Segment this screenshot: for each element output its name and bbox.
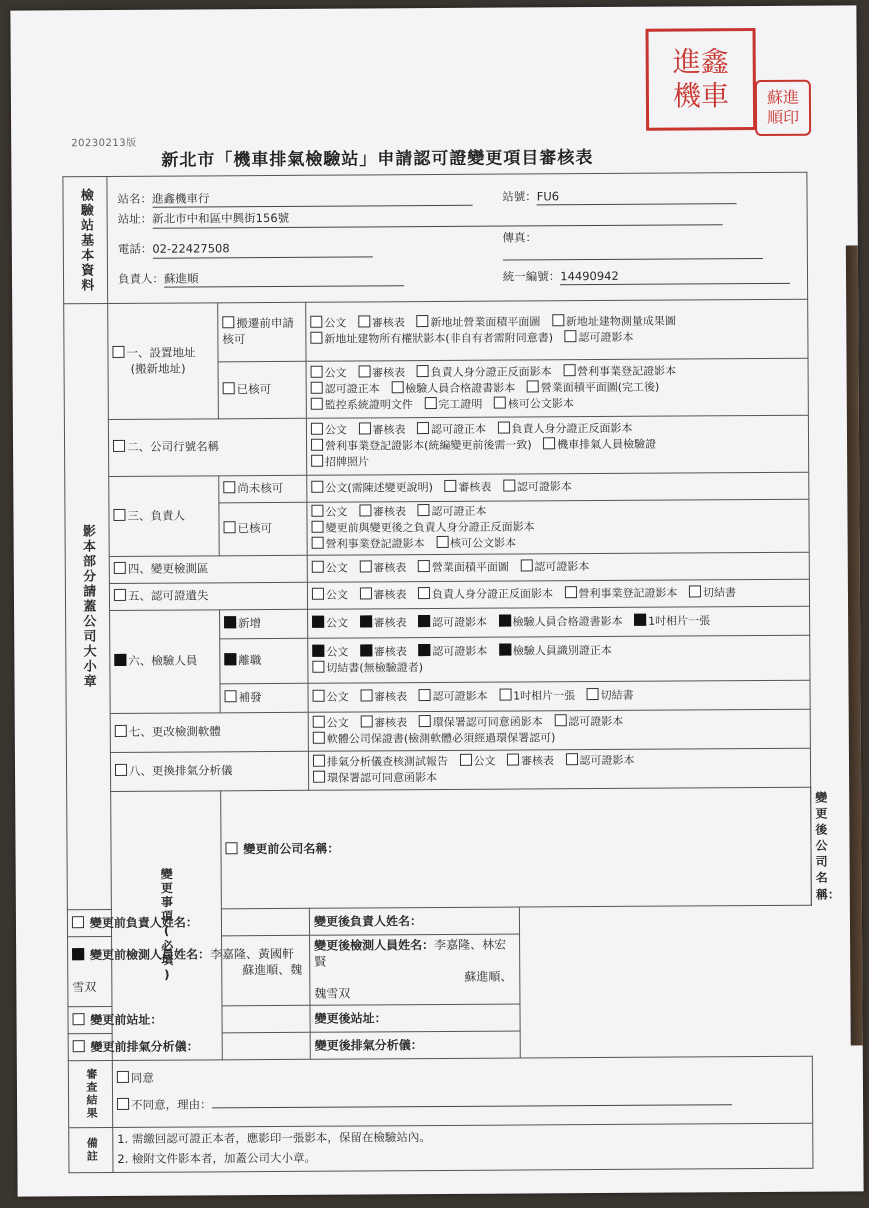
doc-label: 公文 <box>324 423 347 437</box>
item8-checkbox[interactable] <box>115 764 127 776</box>
change-owner-row <box>67 905 811 937</box>
change-company-checkbox[interactable] <box>225 842 237 854</box>
change-staff-row <box>68 932 812 1006</box>
doc-label: 審核表 <box>373 587 407 601</box>
doc-label: 完工證明 <box>438 397 483 411</box>
form-version: 20230213版 <box>71 137 137 150</box>
doc-label: 認可證影本 <box>432 615 488 629</box>
item1-sub: (搬新地址) <box>130 361 186 376</box>
item1-row-a <box>64 299 808 363</box>
doc-label: 審核表 <box>371 316 405 330</box>
notes-row <box>69 1123 813 1173</box>
doc-label: 新地址建物所有權狀影本(非自有者需附同意書) <box>324 331 554 346</box>
review-form-table <box>62 172 840 1173</box>
doc-label: 審核表 <box>372 423 406 437</box>
disagree-checkbox[interactable] <box>117 1097 129 1109</box>
item1b-label: 已核可 <box>236 382 272 397</box>
doc-checkbox[interactable] <box>313 754 325 766</box>
item2-checkbox[interactable] <box>113 440 125 452</box>
change-address-checkbox[interactable] <box>73 1013 85 1025</box>
doc-label: 營業面積平面圖 <box>431 560 509 574</box>
doc-label: 公文(需陳述變更說明) <box>325 481 433 495</box>
code-label: 站號： <box>502 189 537 204</box>
staff-before-label: 變更前檢測人員姓名： <box>89 947 211 963</box>
doc-checkbox[interactable] <box>418 644 430 656</box>
item4-label: 四、變更檢測區 <box>127 561 209 576</box>
doc-label: 認可證影本 <box>579 753 635 767</box>
staff-after-value-1: 李嘉隆、林宏賢 <box>314 937 507 969</box>
doc-checkbox[interactable] <box>499 643 511 655</box>
staff-after-label: 變更後檢測人員姓名： <box>314 937 435 953</box>
doc-checkbox[interactable] <box>311 382 323 394</box>
fax-label: 傳真： <box>502 230 538 245</box>
doc-checkbox[interactable] <box>552 314 564 326</box>
doc-checkbox[interactable] <box>564 586 576 598</box>
item6c-label: 補發 <box>238 689 262 704</box>
doc-checkbox[interactable] <box>310 316 322 328</box>
doc-label: 核可公文影本 <box>450 536 517 550</box>
doc-label: 公文 <box>326 645 349 659</box>
doc-checkbox[interactable] <box>417 365 429 377</box>
doc-checkbox[interactable] <box>311 398 323 410</box>
item3b-label: 已核可 <box>237 521 273 536</box>
doc-checkbox[interactable] <box>360 715 372 727</box>
doc-checkbox[interactable] <box>565 753 577 765</box>
change-analyzer-checkbox[interactable] <box>73 1040 85 1052</box>
doc-checkbox[interactable] <box>587 688 599 700</box>
item6b-checkbox[interactable] <box>224 653 236 665</box>
review-label: 審查結果 <box>68 1060 112 1127</box>
doc-label: 審核表 <box>372 505 406 519</box>
doc-label: 營業面積平面圖(完工後) <box>540 380 660 395</box>
item7-checkbox[interactable] <box>115 725 127 737</box>
doc-label: 排氣分析儀查核測試報告 <box>326 754 449 769</box>
phone-label: 電話： <box>117 241 153 256</box>
doc-checkbox[interactable] <box>360 644 372 656</box>
review-row <box>68 1056 812 1128</box>
doc-checkbox[interactable] <box>419 689 431 701</box>
addr-before-label: 變更前站址： <box>90 1012 163 1027</box>
doc-label: 審核表 <box>520 753 555 768</box>
owner-before-label: 變更前負責人姓名： <box>89 915 198 930</box>
reason-field[interactable] <box>212 1092 732 1108</box>
station-code-field[interactable]: FU6 <box>537 188 737 206</box>
doc-checkbox[interactable] <box>418 560 430 572</box>
doc-checkbox[interactable] <box>527 380 539 392</box>
doc-label: 負責人身分證正反面影本 <box>431 586 553 601</box>
changes-label: 變更事項(必填) <box>111 790 223 1060</box>
doc-label: 切結書 <box>600 688 634 702</box>
analyzer-before-label: 變更前排氣分析儀： <box>90 1038 199 1054</box>
doc-label: 公文 <box>324 316 347 330</box>
doc-checkbox[interactable] <box>543 437 555 449</box>
doc-label: 負責人身分證正反面影本 <box>430 365 552 380</box>
item4-checkbox[interactable] <box>114 562 126 574</box>
doc-checkbox[interactable] <box>311 366 323 378</box>
name-label: 站名： <box>117 191 153 206</box>
agree-label: 同意 <box>130 1070 154 1085</box>
doc-checkbox[interactable] <box>554 714 566 726</box>
doc-label: 公文 <box>473 754 496 768</box>
doc-checkbox[interactable] <box>310 332 322 344</box>
doc-checkbox[interactable] <box>313 731 325 743</box>
tax-label: 統一編號： <box>502 269 561 284</box>
item6a-label: 新增 <box>238 615 262 630</box>
doc-checkbox[interactable] <box>360 689 372 701</box>
doc-checkbox[interactable] <box>507 753 519 765</box>
doc-label: 審核表 <box>458 480 492 494</box>
doc-checkbox[interactable] <box>499 688 511 700</box>
doc-label: 公文 <box>326 616 349 630</box>
doc-checkbox[interactable] <box>503 480 515 492</box>
item7-label: 七、更改檢測軟體 <box>128 724 221 739</box>
doc-label: 審核表 <box>373 615 407 629</box>
item3-label: 三、負責人 <box>127 508 186 523</box>
doc-checkbox[interactable] <box>689 585 701 597</box>
item8-label: 八、更換排氣分析儀 <box>128 763 233 778</box>
item6-checkbox[interactable] <box>114 654 126 666</box>
doc-label: 認可證影本 <box>534 559 590 574</box>
addr-after-label: 變更後站址： <box>314 1010 387 1026</box>
doc-label: 營利事業登記證影本 <box>577 364 677 379</box>
agree-checkbox[interactable] <box>117 1071 129 1083</box>
change-staff-checkbox[interactable] <box>72 948 84 960</box>
doc-label: 審核表 <box>374 689 408 703</box>
copies-label: 影本部分請蓋公司大小章 <box>64 304 112 910</box>
doc-checkbox[interactable] <box>358 423 370 435</box>
basic-info-row <box>63 172 808 304</box>
item3b-checkbox[interactable] <box>224 521 236 533</box>
change-owner-checkbox[interactable] <box>72 916 84 928</box>
doc-checkbox[interactable] <box>417 504 429 516</box>
doc-checkbox[interactable] <box>358 366 370 378</box>
doc-checkbox[interactable] <box>360 615 372 627</box>
doc-checkbox[interactable] <box>359 587 371 599</box>
item1a-label: 搬遷前申請核可 <box>222 316 294 347</box>
address-label: 站址： <box>117 211 153 227</box>
doc-checkbox[interactable] <box>563 364 575 376</box>
staff-after-value-2: 蘇進順、魏雪双 <box>314 969 513 1002</box>
doc-checkbox[interactable] <box>424 397 436 409</box>
item5-checkbox[interactable] <box>114 589 126 601</box>
doc-label: 切結書(無檢驗證者) <box>326 660 424 675</box>
doc-label: 營利事業登記證影本 <box>578 586 678 600</box>
doc-label: 認可證影本 <box>578 330 634 345</box>
doc-label: 招牌照片 <box>325 455 370 469</box>
company-seal-stamp: 進鑫 機車 <box>646 28 757 131</box>
tax-id-field[interactable]: 14490942 <box>560 268 790 286</box>
doc-label: 認可證正本 <box>431 504 487 519</box>
doc-checkbox[interactable] <box>417 422 429 434</box>
item3a-label: 尚未核可 <box>237 481 284 496</box>
doc-checkbox[interactable] <box>494 396 506 408</box>
doc-label: 認可證影本 <box>432 644 488 658</box>
doc-checkbox[interactable] <box>418 615 430 627</box>
item3-checkbox[interactable] <box>113 508 125 520</box>
doc-checkbox[interactable] <box>311 481 323 493</box>
doc-checkbox[interactable] <box>311 439 323 451</box>
item2-row <box>64 415 808 477</box>
doc-label: 新地址建物測量成果圖 <box>565 314 676 329</box>
item6c-checkbox[interactable] <box>225 690 237 702</box>
doc-checkbox[interactable] <box>312 660 324 672</box>
station-name-field[interactable]: 進鑫機車行 <box>152 189 472 207</box>
item6b-label: 離職 <box>238 652 262 667</box>
item7-row <box>66 709 810 753</box>
doc-checkbox[interactable] <box>520 559 532 571</box>
change-company-row <box>67 787 812 910</box>
doc-checkbox[interactable] <box>499 614 511 626</box>
item1a-checkbox[interactable] <box>222 317 234 329</box>
doc-label: 公文 <box>326 716 349 730</box>
doc-label: 審核表 <box>373 644 407 659</box>
company-before-label: 變更前公司名稱： <box>243 841 340 857</box>
doc-label: 軟體公司保證書(檢測軟體必須經過環保署認可) <box>326 730 556 746</box>
doc-checkbox[interactable] <box>497 422 509 434</box>
doc-label: 新地址營業面積平面圖 <box>430 315 541 330</box>
item6-row-a <box>66 606 810 640</box>
doc-checkbox[interactable] <box>311 423 323 435</box>
company-after-label: 變更後公司名稱： <box>815 790 840 902</box>
doc-checkbox[interactable] <box>313 770 325 782</box>
doc-label: 審核表 <box>374 715 408 730</box>
doc-label: 公文 <box>324 366 347 380</box>
doc-checkbox[interactable] <box>564 330 576 342</box>
paper-edge-shadow <box>846 245 863 1045</box>
doc-label: 公文 <box>326 690 349 704</box>
owner-field[interactable]: 蘇進順 <box>164 270 404 288</box>
doc-checkbox[interactable] <box>311 455 323 467</box>
item3a-checkbox[interactable] <box>223 481 235 493</box>
doc-label: 檢驗人員合格證書影本 <box>512 614 623 629</box>
doc-checkbox[interactable] <box>312 615 324 627</box>
doc-checkbox[interactable] <box>459 753 471 765</box>
disagree-label: 不同意，理由： <box>131 1096 212 1112</box>
owner-label: 負責人： <box>117 271 165 286</box>
doc-checkbox[interactable] <box>359 560 371 572</box>
doc-checkbox[interactable] <box>419 715 431 727</box>
note-2: 2. 檢附文件影本者，加蓋公司大小章。 <box>117 1150 317 1166</box>
doc-label: 1吋相片一張 <box>648 613 711 628</box>
item1b-checkbox[interactable] <box>223 382 235 394</box>
doc-checkbox[interactable] <box>359 504 371 516</box>
doc-label: 認可證影本 <box>432 689 488 703</box>
doc-label: 認可證影本 <box>516 480 572 494</box>
form-paper <box>10 5 863 1196</box>
item1-cell <box>108 303 219 420</box>
doc-label: 公文 <box>325 588 348 602</box>
doc-checkbox[interactable] <box>312 587 324 599</box>
doc-label: 環保署認可同意函影本 <box>327 770 438 785</box>
doc-label: 監控系統證明文件 <box>324 398 413 412</box>
staff-before-value-2: 蘇進順、魏雪双 <box>72 962 303 995</box>
doc-checkbox[interactable] <box>418 587 430 599</box>
basic-info-grid <box>113 185 801 290</box>
doc-label: 檢驗人員識別證正本 <box>512 643 612 658</box>
doc-checkbox[interactable] <box>311 505 323 517</box>
owner-seal-stamp: 蘇進 順印 <box>755 80 811 136</box>
doc-label: 營利事業登記證影本(統編變更前後需一致) <box>325 438 532 453</box>
doc-checkbox[interactable] <box>313 689 325 701</box>
item6a-checkbox[interactable] <box>224 616 236 628</box>
doc-label: 檢驗人員合格證書影本 <box>405 381 516 396</box>
phone-field[interactable]: 02-22427508 <box>152 240 372 258</box>
item2-label: 二、公司行號名稱 <box>127 439 220 455</box>
doc-label: 認可證影本 <box>568 714 624 728</box>
item1-label: 一、設置地址 <box>126 345 196 360</box>
doc-checkbox[interactable] <box>634 613 646 625</box>
form-title: 新北市「機車排氣檢驗站」申請認可證變更項目審核表 <box>161 148 594 171</box>
owner-after-label: 變更後負責人姓名： <box>313 913 423 929</box>
doc-label: 切結書 <box>702 585 736 599</box>
doc-label: 認可證正本 <box>324 382 380 396</box>
staff-before-value-1: 李嘉隆、黃國軒 <box>209 946 295 962</box>
doc-label: 認可證正本 <box>430 422 486 437</box>
doc-checkbox[interactable] <box>436 536 448 548</box>
item1-checkbox[interactable] <box>112 346 124 358</box>
doc-label: 營利事業登記證影本 <box>325 536 425 551</box>
doc-label: 1吋相片一張 <box>513 688 576 703</box>
doc-checkbox[interactable] <box>313 715 325 727</box>
doc-label: 公文 <box>325 505 348 519</box>
doc-label: 核可公文影本 <box>507 397 574 411</box>
doc-checkbox[interactable] <box>312 560 324 572</box>
note-1: 1. 需繳回認可證正本者，應影印一張影本，保留在檢驗站內。 <box>117 1130 431 1147</box>
item5-label: 五、認可證遺失 <box>127 588 209 603</box>
doc-label: 負責人身分證正反面影本 <box>511 422 633 436</box>
doc-checkbox[interactable] <box>416 315 428 327</box>
doc-label: 公文 <box>325 561 348 575</box>
doc-label: 審核表 <box>372 366 406 380</box>
item8-row <box>66 748 810 792</box>
doc-checkbox[interactable] <box>312 536 324 548</box>
doc-checkbox[interactable] <box>312 521 324 533</box>
station-address-field[interactable]: 新北市中和區中興街156號 <box>152 208 722 228</box>
doc-label: 環保署認可同意函影本 <box>432 715 543 729</box>
doc-label: 機車排氣人員檢驗證 <box>557 437 657 452</box>
notes-label: 備註 <box>69 1127 113 1172</box>
doc-checkbox[interactable] <box>312 644 324 656</box>
doc-checkbox[interactable] <box>444 480 456 492</box>
doc-label: 審核表 <box>373 560 407 574</box>
item6-label: 六、檢驗人員 <box>128 653 198 668</box>
analyzer-after-label: 變更後排氣分析儀： <box>314 1037 423 1053</box>
basic-info-label: 檢驗站基本資料 <box>63 177 108 304</box>
doc-label: 變更前與變更後之負責人身分證正反面影本 <box>325 520 535 535</box>
fax-field[interactable] <box>503 244 763 261</box>
doc-checkbox[interactable] <box>391 381 403 393</box>
change-address-row <box>68 1002 812 1034</box>
doc-checkbox[interactable] <box>358 316 370 328</box>
